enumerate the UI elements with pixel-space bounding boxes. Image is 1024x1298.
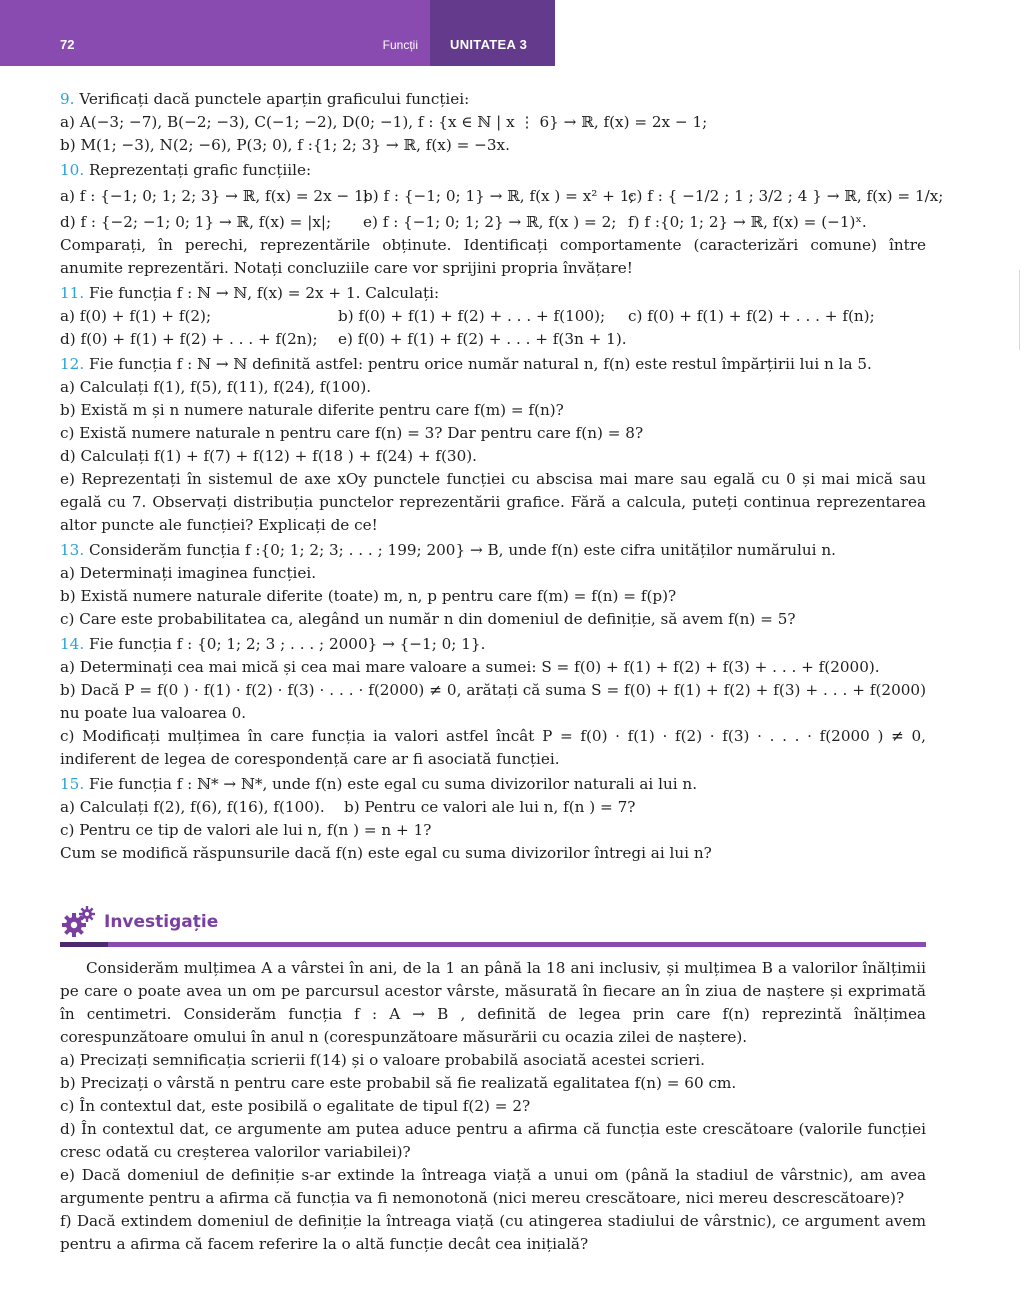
item-c: c) Pentru ce tip de valori ale lui n, f(n ) = n + 1? xyxy=(60,821,432,839)
exercise-title: Fie funcția f : ℕ → ℕ, f(x) = 2x + 1. Calculați: xyxy=(88,284,440,302)
item-a: a) Precizați semnificația scrierii f(14) și o valoare probabilă asociată acestei scrieri. xyxy=(60,1051,705,1069)
item-e: e) Reprezentați în sistemul de axe xOy punctele funcției cu abscisa mai mare sau egală cu 0 și mai mică sau egală cu 7. Observați distribuția punctelor reprezentării grafice. Fără a calcula, puteți continua reprezentarea altor puncte ale funcției? Explicați de ce! xyxy=(60,470,926,534)
unit-label: UNITATEA 3 xyxy=(450,37,528,52)
page-number: 72 xyxy=(60,37,75,52)
exercise-number: 11. xyxy=(60,284,85,302)
exercise-12 xyxy=(60,353,926,537)
exercise-title: Considerăm funcția f :{0; 1; 2; 3; . . . ; 199; 200} → B, unde f(n) este cifra unităților numărului n. xyxy=(88,541,836,559)
exercise-number: 10. xyxy=(60,161,85,179)
header-band xyxy=(0,0,430,66)
item-b: b) Precizați o vârstă n pentru care este probabil să fie realizată egalitatea f(n) = 60 cm. xyxy=(60,1074,737,1092)
exercise-title: Fie funcția f : ℕ* → ℕ*, unde f(n) este egal cu suma divizorilor naturali ai lui n. xyxy=(88,775,698,793)
item-b: b) M(1; −3), N(2; −6), P(3; 0), f :{1; 2; 3} → ℝ, f(x) = −3x. xyxy=(60,136,510,154)
exercises xyxy=(60,88,944,865)
item-e: e) f(0) + f(1) + f(2) + . . . + f(3n + 1). xyxy=(338,330,627,348)
exercise-title: Verificați dacă punctele aparțin graficului funcției: xyxy=(79,90,470,108)
item-b: b) Pentru ce valori ale lui n, f(n ) = 7? xyxy=(343,798,636,816)
item-f: f) f :{0; 1; 2} → ℝ, f(x) = (−1)ˣ. xyxy=(628,213,867,231)
exercise-number: 12. xyxy=(60,355,85,373)
exercise-text: Comparați, în perechi, reprezentările obținute. Identificați comportamente (caracterizări comune) între anumite reprezentări. Notați concluziile care vor sprijini propria învățare! xyxy=(60,236,926,277)
item-b: b) Există m și n numere naturale diferite pentru care f(m) = f(n)? xyxy=(60,401,564,419)
item-f: f) Dacă extindem domeniul de definiție la întreaga viață (cu atingerea stadiului de vârstnic), ce argument avem pentru a afirma că facem referire la o altă funcție decât cea inițială? xyxy=(60,1212,926,1253)
item-c: c) În contextul dat, este posibilă o egalitate de tipul f(2) = 2? xyxy=(60,1097,531,1115)
item-d: d) Calculați f(1) + f(7) + f(12) + f(18 ) + f(24) + f(30). xyxy=(60,447,478,465)
item-c: c) Care este probabilitatea ca, alegând un număr n din domeniul de definiție, să avem f(n) = 5? xyxy=(60,610,796,628)
exercise-title: Reprezentați grafic funcțiile: xyxy=(88,161,312,179)
exercise-text: Cum se modifică răspunsurile dacă f(n) este egal cu suma divizorilor întregi ai lui n? xyxy=(60,844,712,862)
item-e: e) f : {−1; 0; 1; 2} → ℝ, f(x ) = 2; xyxy=(363,213,617,231)
investigation-intro: Considerăm mulțimea A a vârstei în ani, de la 1 an până la 18 ani inclusiv, și mulțimea B a valorilor înălțimii pe care o poate avea un om pe parcursul acestor vârste, măsurată în fiecare an în ziua de naștere și exprimată în centimetri. Considerăm funcția f : A → B , definită de legea prin care f(n) reprezintă înălțimea corespunzătoare omului în anul n (corespunzătoare măsurării cu ocazia zilei de naștere). xyxy=(60,959,926,1046)
item-b: b) Dacă P = f(0 ) · f(1) · f(2) · f(3) · . . . · f(2000) ≠ 0, arătați că suma S = f(0) + f(1) + f(2) + f(3) + . . . + f(2000) nu poate lua valoarea 0. xyxy=(60,681,926,722)
exercise-11 xyxy=(60,282,926,351)
investigation-section xyxy=(60,905,926,1256)
section-divider-accent xyxy=(60,942,108,947)
section-divider xyxy=(60,942,926,947)
item-a: a) f : {−1; 0; 1; 2; 3} → ℝ, f(x) = 2x − 1; xyxy=(60,187,369,205)
item-c: c) Există numere naturale n pentru care f(n) = 3? Dar pentru care f(n) = 8? xyxy=(60,424,644,442)
exercise-9 xyxy=(60,88,926,157)
chapter-title: Funcții xyxy=(382,38,418,52)
item-b: b) f : {−1; 0; 1} → ℝ, f(x ) = x² + 1; xyxy=(363,187,635,205)
item-b: b) Există numere naturale diferite (toate) m, n, p pentru care f(m) = f(n) = f(p)? xyxy=(60,587,677,605)
unit-band xyxy=(430,0,555,66)
item-a: a) Determinați imaginea funcției. xyxy=(60,564,317,582)
exercise-number: 15. xyxy=(60,775,85,793)
exercise-14 xyxy=(60,633,926,771)
item-a: a) A(−3; −7), B(−2; −3), C(−1; −2), D(0; −1), f : {x ∈ ℕ | x ⋮ 6} → ℝ, f(x) = 2x − 1; xyxy=(60,113,708,131)
item-b: b) f(0) + f(1) + f(2) + . . . + f(100); xyxy=(338,307,606,325)
exercise-13 xyxy=(60,539,926,631)
investigation-title: Investigație xyxy=(104,912,219,932)
item-a: a) Determinați cea mai mică și cea mai mare valoare a sumei: S = f(0) + f(1) + f(2) + f(3) + . . . + f(2000). xyxy=(60,658,880,676)
exercise-number: 13. xyxy=(60,541,85,559)
item-d: d) f : {−2; −1; 0; 1} → ℝ, f(x) = |x|; xyxy=(60,213,332,231)
item-a: a) Calculați f(1), f(5), f(11), f(24), f(100). xyxy=(60,378,372,396)
item-a: a) f(0) + f(1) + f(2); xyxy=(60,307,212,325)
exercise-10 xyxy=(60,159,944,280)
item-a: a) Calculați f(2), f(6), f(16), f(100). xyxy=(60,798,325,816)
exercise-number: 14. xyxy=(60,635,85,653)
item-c: c) Modificați mulțimea în care funcția ia valori astfel încât P = f(0) · f(1) · f(2) · f(3) · . . . · f(2000 ) ≠ 0, indiferent de legea de corespondență care ar fi asociată funcției. xyxy=(60,727,926,768)
item-e: e) Dacă domeniul de definiție s-ar extinde la întreaga viață a unui om (până la stadiul de vârstnic), am avea argumente pentru a afirma că funcția va fi nemonotonă (nici mereu crescătoare, nici mereu descrescătoare)? xyxy=(60,1166,926,1207)
item-d: d) f(0) + f(1) + f(2) + . . . + f(2n); xyxy=(60,330,318,348)
page-edge-line xyxy=(1019,270,1020,350)
exercise-title: Fie funcția f : ℕ → ℕ definită astfel: pentru orice număr natural n, f(n) este restul împărțirii lui n la 5. xyxy=(88,355,872,373)
item-c: c) f : { −1/2 ; 1 ; 3/2 ; 4 } → ℝ, f(x) = 1/x; xyxy=(628,187,944,205)
gears-icon xyxy=(60,905,96,939)
exercise-15 xyxy=(60,773,926,865)
exercise-title: Fie funcția f : {0; 1; 2; 3 ; . . . ; 2000} → {−1; 0; 1}. xyxy=(88,635,486,653)
item-c: c) f(0) + f(1) + f(2) + . . . + f(n); xyxy=(628,307,875,325)
exercise-number: 9. xyxy=(60,90,75,108)
item-d: d) În contextul dat, ce argumente am putea aduce pentru a afirma că funcția este crescătoare (valorile funcției cresc odată cu creșterea valorilor variabilei)? xyxy=(60,1120,926,1161)
